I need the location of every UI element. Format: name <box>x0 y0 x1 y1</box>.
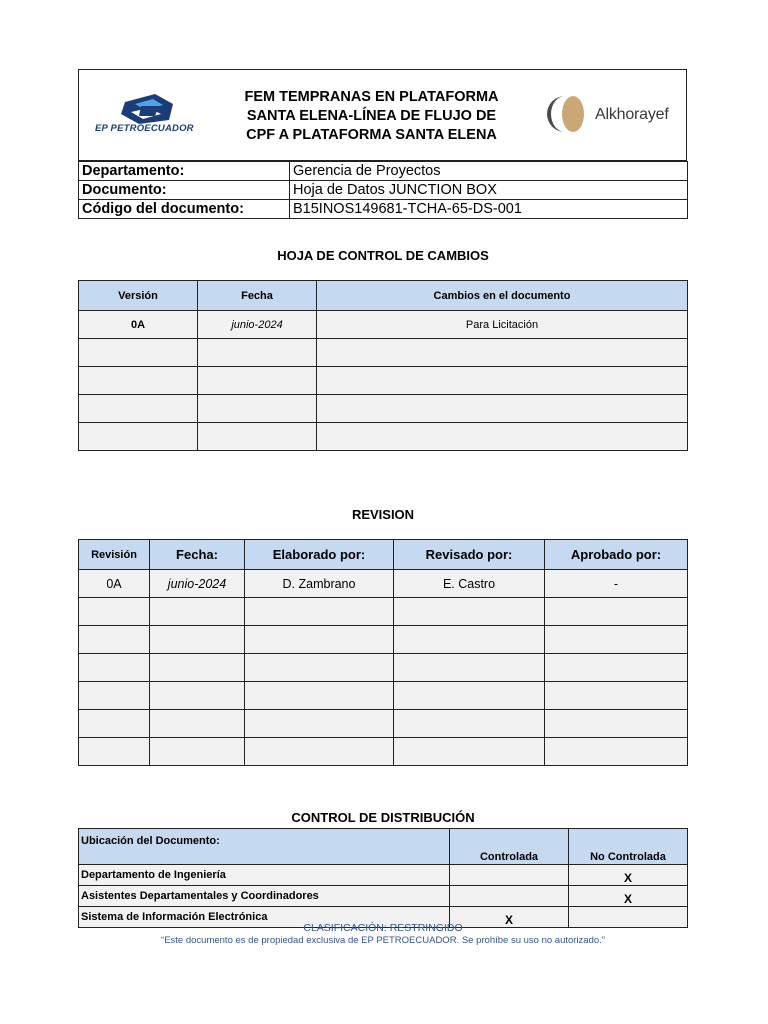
changes-cell-date: junio-2024 <box>198 311 317 339</box>
revision-cell-reviewed-by <box>394 598 545 626</box>
alkhorayef-logo <box>543 94 683 138</box>
meta-value: B15INOS149681-TCHA-65-DS-001 <box>290 200 688 219</box>
table-row <box>79 626 688 654</box>
changes-cell-version: 0A <box>79 311 198 339</box>
revision-cell-prepared-by <box>245 710 394 738</box>
meta-label: Departamento: <box>79 162 290 181</box>
revision-section-title: REVISION <box>351 507 415 522</box>
revision-header-approved-by: Aprobado por: <box>545 540 688 570</box>
changes-cell-description <box>317 395 688 423</box>
revision-cell-revision <box>79 738 150 766</box>
changes-cell-description: Para Licitación <box>317 311 688 339</box>
changes-cell-date <box>198 339 317 367</box>
changes-cell-description <box>317 367 688 395</box>
changes-section-title: HOJA DE CONTROL DE CAMBIOS <box>277 248 489 263</box>
classification-label: CLASIFICACIÓN: RESTRINGIDO <box>303 922 463 934</box>
distribution-cell-controlled <box>450 865 569 886</box>
alkhorayef-wordmark: Alkhorayef <box>595 106 669 123</box>
revision-cell-reviewed-by <box>394 654 545 682</box>
revision-header-prepared-by: Elaborado por: <box>245 540 394 570</box>
revision-cell-prepared-by: D. Zambrano <box>245 570 394 598</box>
revision-cell-date <box>150 682 245 710</box>
revision-cell-revision <box>79 626 150 654</box>
table-row <box>79 395 688 423</box>
distribution-cell-controlled: X <box>450 907 569 928</box>
table-row <box>79 865 688 886</box>
document-title <box>229 88 514 145</box>
revision-cell-approved-by <box>545 710 688 738</box>
petroecuador-logo <box>95 94 199 138</box>
revision-table <box>78 539 688 766</box>
meta-row-department <box>79 162 688 181</box>
title-line-2: SANTA ELENA-LÍNEA DE FLUJO DE <box>246 108 497 124</box>
changes-cell-date <box>198 423 317 451</box>
revision-cell-revision <box>79 682 150 710</box>
changes-cell-date <box>198 395 317 423</box>
table-row <box>79 570 688 598</box>
revision-cell-prepared-by <box>245 738 394 766</box>
meta-label: Código del documento: <box>79 200 290 219</box>
title-line-3: CPF A PLATAFORMA SANTA ELENA <box>246 127 497 143</box>
revision-cell-reviewed-by <box>394 710 545 738</box>
revision-cell-prepared-by <box>245 682 394 710</box>
revision-cell-date <box>150 738 245 766</box>
distribution-header-row <box>79 829 688 865</box>
changes-header-date: Fecha <box>198 281 317 311</box>
table-row <box>79 710 688 738</box>
revision-cell-approved-by: - <box>545 570 688 598</box>
document-header <box>78 69 687 161</box>
table-row <box>79 738 688 766</box>
table-row <box>79 682 688 710</box>
changes-cell-version <box>79 367 198 395</box>
distribution-cell-uncontrolled: X <box>569 886 688 907</box>
distribution-header-location: Ubicación del Documento: <box>79 829 450 865</box>
table-row <box>79 423 688 451</box>
ownership-notice: “Este documento es de propiedad exclusiva de EP PETROECUADOR. Se prohíbe su uso no autorizado.” <box>161 935 605 946</box>
changes-cell-version <box>79 423 198 451</box>
revision-cell-approved-by <box>545 626 688 654</box>
meta-label: Documento: <box>79 181 290 200</box>
changes-header-changes: Cambios en el documento <box>317 281 688 311</box>
changes-cell-date <box>198 367 317 395</box>
changes-cell-description <box>317 423 688 451</box>
petroecuador-wordmark: EP PETROECUADOR <box>95 123 194 134</box>
revision-cell-prepared-by <box>245 598 394 626</box>
alkhorayef-emblem-icon <box>543 94 593 134</box>
meta-value: Hoja de Datos JUNCTION BOX <box>290 181 688 200</box>
petroecuador-emblem-icon <box>95 94 199 124</box>
revision-cell-revision <box>79 654 150 682</box>
document-meta-table <box>78 161 688 219</box>
table-row <box>79 598 688 626</box>
distribution-cell-location: Sistema de Información Electrónica <box>79 907 450 928</box>
revision-cell-revision <box>79 710 150 738</box>
distribution-cell-location: Departamento de Ingeniería <box>79 865 450 886</box>
revision-cell-reviewed-by <box>394 626 545 654</box>
revision-cell-reviewed-by <box>394 738 545 766</box>
table-row <box>79 339 688 367</box>
distribution-header-controlled: Controlada <box>450 829 569 865</box>
table-row <box>79 311 688 339</box>
meta-row-code <box>79 200 688 219</box>
changes-cell-version <box>79 395 198 423</box>
revision-cell-revision <box>79 598 150 626</box>
distribution-cell-controlled <box>450 886 569 907</box>
revision-cell-approved-by <box>545 598 688 626</box>
distribution-header-uncontrolled: No Controlada <box>569 829 688 865</box>
changes-table <box>78 280 688 451</box>
table-row <box>79 654 688 682</box>
table-row <box>79 886 688 907</box>
revision-header-reviewed-by: Revisado por: <box>394 540 545 570</box>
revision-cell-date <box>150 710 245 738</box>
distribution-cell-uncontrolled: X <box>569 865 688 886</box>
revision-cell-prepared-by <box>245 654 394 682</box>
changes-header-version: Versión <box>79 281 198 311</box>
revision-cell-date: junio-2024 <box>150 570 245 598</box>
title-line-1: FEM TEMPRANAS EN PLATAFORMA <box>244 89 499 105</box>
meta-value: Gerencia de Proyectos <box>290 162 688 181</box>
distribution-cell-location: Asistentes Departamentales y Coordinadores <box>79 886 450 907</box>
revision-header-revision: Revisión <box>79 540 150 570</box>
changes-cell-description <box>317 339 688 367</box>
revision-cell-date <box>150 626 245 654</box>
revision-cell-approved-by <box>545 682 688 710</box>
revision-header-row <box>79 540 688 570</box>
distribution-table <box>78 828 688 928</box>
revision-cell-revision: 0A <box>79 570 150 598</box>
revision-cell-approved-by <box>545 654 688 682</box>
revision-cell-date <box>150 654 245 682</box>
changes-header-row <box>79 281 688 311</box>
table-row <box>79 367 688 395</box>
revision-cell-date <box>150 598 245 626</box>
revision-cell-approved-by <box>545 738 688 766</box>
revision-header-date: Fecha: <box>150 540 245 570</box>
revision-cell-reviewed-by <box>394 682 545 710</box>
revision-cell-reviewed-by: E. Castro <box>394 570 545 598</box>
changes-cell-version <box>79 339 198 367</box>
distribution-section-title: CONTROL DE DISTRIBUCIÓN <box>291 810 475 825</box>
revision-cell-prepared-by <box>245 626 394 654</box>
meta-row-document <box>79 181 688 200</box>
